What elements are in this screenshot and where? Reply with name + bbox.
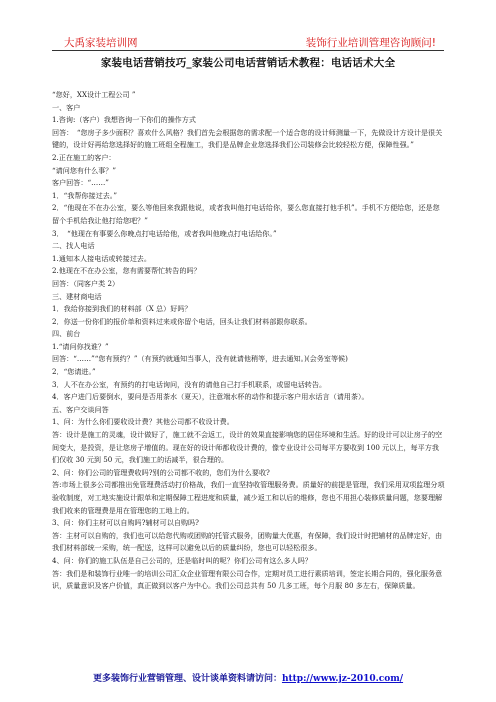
- body-paragraph: 三、建材商电话: [52, 291, 102, 301]
- body-paragraph: 答：设计是施工的灵魂，设计做好了，施工就不会返工，设计的效果直接影响您的居住环境和生活。好的设计可以让房子的空间变大，是投资，是让您房子增值的。现在好的设计师都收设计费的，像专业设计公司每平方要收到 100 元以上，每平方我们仅收 30 元到 50 元，我们施工的话减半，很合理的。: [52, 430, 443, 465]
- footer-text: 更多装饰行业营销管理、设计谈单资料请访问：: [92, 674, 282, 684]
- body-paragraph: 3． “他现在有事要么你晚点打电话给他，或者我叫他晚点打电话给你。”: [52, 228, 277, 238]
- document-title: 家装电话营销技巧_家装公司电话营销话术教程：电话话术大全: [100, 57, 396, 69]
- body-paragraph: 四、前台: [52, 329, 81, 339]
- body-paragraph: 2.正在施工的客户：: [52, 152, 116, 162]
- body-paragraph: “请问您有什么事？”: [52, 165, 117, 175]
- body-paragraph: “您好，XX设计工程公司 ”: [52, 90, 136, 99]
- document-body: [52, 89, 445, 593]
- body-paragraph: 3、问：你们主材可以自购吗?辅材可以自购吗?: [52, 518, 199, 528]
- page-footer: [0, 671, 496, 684]
- body-paragraph: 客户回答：“……”: [52, 178, 109, 188]
- body-paragraph: 4．客户进门后要倒水，要问是否用茶水（夏天），注意端水杯的动作和提示客户用水话言（请用茶）。: [52, 392, 369, 402]
- body-paragraph: 1.通知本人接电话或转接过去。: [52, 253, 151, 263]
- body-paragraph: 答：我们是和装饰行业唯一的培训公司汇众企业管理有限公司合作，定期对员工进行素质培训，签定长期合同的，强化服务意识，质量意识及客户价值，真正做到以客户为中心。我们公司总共有 50 几多工班，每个月服 80 多左右，保障质量。: [52, 568, 443, 591]
- header-site-name: 大禹家装培训网: [64, 37, 138, 49]
- body-paragraph: 1、问：为什么你们要收设计费？其他公司都不收设计费。: [52, 417, 234, 427]
- body-paragraph: 回答： “您房子多少面积？喜欢什么风格？我们首先会根据您的需求配一个适合您的设计师测量一下，先做设计方设计是很关键的，设计好再给您选择好的施工班组全程施工，我们是品牌企业您选择我们公司装修会比较轻松方便，保障性强。”: [52, 127, 443, 150]
- body-paragraph: 2．“他现在不在办公室，要么等他回来我跟他说，或者我叫他打电话给你，要么您直接打他手机”。手机不方便给您，还是您留个手机给我让他打给您吧？”: [52, 203, 440, 225]
- body-paragraph: 二、找人电话: [52, 241, 95, 251]
- footer-link[interactable]: http://www.jz-2010.com/: [281, 674, 404, 684]
- body-paragraph: 答:市场上很多公司都推出免管理费活动打价格战，我们一直坚持收管理服务费。质量好的前提是管理，我们采用双项监理分项验收制度，对工地实施设计跟单和定期保障工程进度和质量，减少返工和以后的维修，您也不用担心装修质量问题，您要理解我们收来的管理费是用在管理您的工地上的。: [52, 480, 445, 515]
- body-paragraph: 3．人不在办公室，有预约的打电话询问，没有的请他自己打手机联系，或留电话转告。: [52, 379, 327, 389]
- body-paragraph: 回答：（同客户类 2）: [52, 278, 120, 288]
- header-slogan: 装饰行业培训管理咨询顾问!: [305, 37, 436, 49]
- body-paragraph: 1.咨询:（客户）我想咨询一下你们的操作方式: [52, 115, 196, 125]
- body-paragraph: 1．我给你接到我们的材料部（X 总）好吗？: [52, 304, 192, 314]
- body-paragraph: 五、客户交谈问答: [52, 404, 109, 414]
- body-paragraph: 4、问：你们的施工队伍是自己公司的，还是临时叫的呢？你们公司有这么多人吗？: [52, 555, 312, 565]
- body-paragraph: 回答：“……”“您有预约？”（有预约就通知当事人，没有就请他稍等，进去通知。)(会务室等候): [52, 354, 348, 364]
- body-paragraph: 1．“我帮你接过去。”: [52, 190, 117, 200]
- body-paragraph: 1.“请问你找谁？”: [52, 341, 109, 351]
- body-paragraph: 2、问：你们公司的管理费收吗?别的公司都不收的，您们为什么要收?: [52, 467, 270, 477]
- body-paragraph: 2．“您请进。”: [52, 367, 96, 377]
- page-header: [52, 34, 444, 51]
- body-paragraph: 2.他现在不在办公室，您有需要帮忙转告的吗？: [52, 266, 201, 276]
- body-paragraph: 一、客户: [52, 102, 81, 112]
- body-paragraph: 答：主材可以自购的，我们也可以给您代购或团购的托管式服务，团购量大优惠，有保障，我们设计时把辅材的品牌定好，由我们材料部统一采购，统一配送，这样可以避免以后的质量纠纷，您也可以轻松很多。: [52, 530, 443, 553]
- body-paragraph: 2．你送一份你们的报价单和资料过来或你留个电话，回头让我们材料部跟你联系。: [52, 316, 312, 326]
